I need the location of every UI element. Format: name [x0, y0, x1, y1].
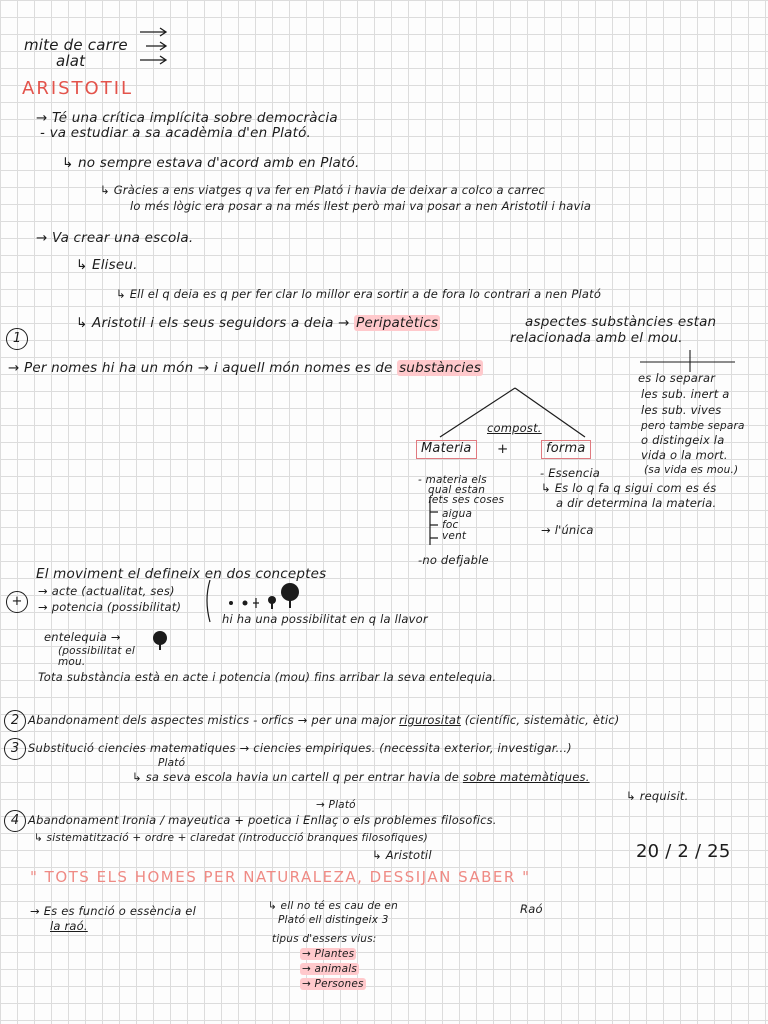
entelequia-note-1: (possibilitat el	[58, 645, 136, 657]
circle-number-4: 4	[4, 810, 26, 832]
intro-line-4a: ↳ Gràcies a ens viatges q va fer en Plató i havia de deixar a colco a carrec	[100, 183, 546, 197]
school-line-2: ↳ Eliseu.	[76, 257, 138, 273]
point-3-school	[132, 771, 590, 784]
animals-highlight: → animals	[302, 963, 357, 975]
point-3-line: Substitució ciencies matematiques → ciencies empiriques. (necessita exterior, investigar...)	[28, 741, 572, 755]
substances-highlight: substàncies	[399, 360, 482, 376]
essencia-note-1: ↳ Es lo q fa q sigui com es és	[541, 481, 717, 495]
function-line-2: la raó.	[50, 919, 88, 933]
essencia-label: - Essencia	[540, 466, 600, 480]
tota-substancia-line: Tota substància està en acte i potencia (mou) fins arribar la seva entelequia.	[38, 670, 497, 684]
point-2-suffix: (científic, sistemàtic, ètic)	[464, 713, 620, 727]
plus-sign: +	[497, 441, 509, 457]
materia-box: Materia	[416, 440, 477, 459]
intro-line-4b: lo més lògic era posar a na més llest però mai va posar a nen Aristotil i havia	[130, 199, 592, 213]
date-label: 20 / 2 / 25	[636, 841, 731, 862]
plato-label-2: → Plató	[316, 799, 356, 811]
element-water: aigua	[442, 508, 473, 520]
movement-title: El moviment el defineix en dos conceptes	[36, 566, 327, 582]
plato-label-1: Plató	[158, 757, 186, 769]
essencia-note-2: a dir determina la materia.	[556, 496, 717, 510]
living-persons	[300, 978, 366, 990]
intro-line-3: ↳ no sempre estava d'acord amb en Plató.	[62, 155, 360, 171]
header-line-1: mite de carre	[24, 36, 128, 54]
unica-note: → l'única	[541, 523, 594, 537]
living-beings-note-3: tipus d'essers vius:	[272, 933, 377, 945]
materia-note-2: qual estan	[428, 484, 486, 496]
circle-number-1: 1	[6, 328, 28, 350]
materia-note-indestructible: -no defjable	[418, 553, 489, 567]
side-note-4: pero tambe separa	[641, 420, 745, 432]
school-line-4-prefix: ↳ Aristotil i els seus seguidors a deia →	[76, 315, 350, 331]
plants-highlight: → Plantes	[302, 948, 355, 960]
materia-note-3: fets ses coses	[428, 494, 505, 506]
point-4-line: Abandonament Ironia / mayeutica + poetica i Enllaç o els problemes filosofics.	[28, 813, 497, 827]
circle-plus: +	[6, 591, 28, 613]
school-line-4	[76, 316, 440, 332]
element-wind: vent	[442, 530, 467, 542]
school-line-1: → Va crear una escola.	[36, 230, 194, 246]
side-note-2: les sub. inert a	[641, 387, 730, 401]
rao-right-label: Raó	[520, 902, 543, 916]
point-4-subline: ↳ sistematització + ordre + claredat (introducció branques filosofiques)	[34, 832, 428, 844]
materia-note-1: - materia els	[418, 474, 487, 486]
substance-note-2: relacionada amb el mou.	[510, 330, 683, 346]
point-2-line	[28, 714, 619, 727]
potencia-line: → potencia (possibilitat)	[38, 600, 182, 614]
living-beings-note-1: ↳ ell no té es cau de en	[268, 900, 398, 912]
circle-number-2: 2	[4, 710, 26, 732]
substance-note-1: aspectes substàncies estan	[525, 314, 717, 330]
requisit-label: ↳ requisit.	[626, 789, 689, 803]
matematiques-underlined: sobre matemàtiques.	[462, 770, 590, 784]
acte-line: → acte (actualitat, ses)	[38, 584, 175, 598]
substance-line-prefix: → Per nomes hi ha un món → i aquell món nomes es de	[8, 360, 393, 376]
intro-line-1: → Té una crítica implícita sobre democràcia	[36, 110, 338, 126]
forma-box: forma	[541, 440, 591, 459]
circle-number-3: 3	[4, 738, 26, 760]
entelequia-line: entelequia →	[44, 630, 121, 644]
side-note-7: (sa vida es mou.)	[644, 464, 739, 476]
school-line-3: ↳ Ell el q deia es q per fer clar lo millor era sortir a de fora lo contrari a nen Plató	[116, 287, 602, 301]
living-beings-note-2: Plató ell distingeix 3	[278, 914, 389, 926]
aristotle-quote: " TOTS ELS HOMES PER NATURALEZA, DESSIJAN SABER "	[30, 868, 531, 886]
element-fire: foc	[442, 519, 459, 531]
top-arrows	[140, 28, 166, 64]
aristotil-label: ↳ Aristotil	[372, 848, 432, 862]
side-note-3: les sub. vives	[641, 403, 722, 417]
entelequia-note-2: mou.	[58, 656, 86, 668]
mou-connector	[640, 350, 735, 372]
persons-highlight: → Persones	[302, 978, 364, 990]
compost-label: compost.	[487, 421, 542, 435]
peripatetics-highlight: Peripatètics	[356, 315, 439, 331]
point-3-school-text: ↳ sa seva escola havia un cartell q per entrar havia de	[132, 770, 460, 784]
function-line-1: → Es es funció o essència el	[30, 904, 196, 918]
point-2-text: Abandonament dels aspectes mistics - orfics → per una major	[28, 713, 396, 727]
side-note-1: es lo separar	[638, 371, 716, 385]
substance-line	[8, 361, 483, 377]
header-line-2: alat	[56, 52, 86, 70]
side-note-5: o distingeix la	[641, 433, 725, 447]
intro-line-2: - va estudiar a sa acadèmia d'en Plató.	[40, 125, 312, 141]
page-title: ARISTOTIL	[22, 78, 134, 99]
side-note-6: vida o la mort.	[641, 448, 728, 462]
living-animals	[300, 963, 359, 975]
hi-ha-line: hi ha una possibilitat en q la llavor	[222, 612, 428, 626]
living-plants	[300, 948, 356, 960]
movement-bracket	[207, 580, 210, 622]
rigurositat-underlined: rigurositat	[399, 713, 461, 727]
